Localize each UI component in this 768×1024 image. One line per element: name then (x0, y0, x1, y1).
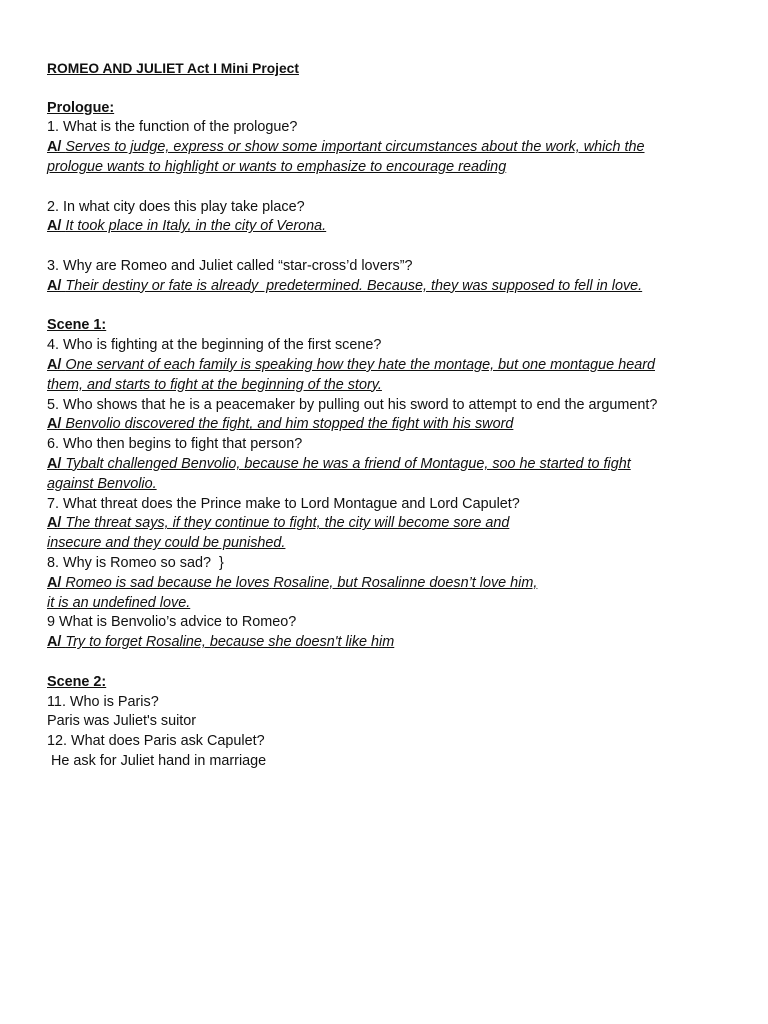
answer-prefix: A/ (47, 634, 62, 651)
answer-2 (47, 217, 747, 237)
answer-prefix: A/ (47, 356, 62, 373)
answer-8-text: Romeo is sad because he loves Rosaline, but Rosalinne doesn’t love him, it is an undefined love. (47, 574, 538, 611)
answer-4 (47, 356, 687, 396)
answer-5-text: Benvolio discovered the fight, and him stopped the fight with his sword (65, 416, 514, 433)
answer-1 (47, 138, 687, 178)
question-12: 12. What does Paris ask Capulet? (47, 733, 265, 750)
answer-2-text: It took place in Italy, in the city of Verona. (65, 218, 327, 235)
question-3: 3. Why are Romeo and Juliet called “star-cross’d lovers”? (47, 257, 413, 274)
answer-prefix: A/ (47, 574, 62, 591)
answer-7-text: The threat says, if they continue to fight, the city will become sore and insecure and they could be punished. (47, 515, 510, 552)
answer-11: Paris was Juliet's suitor (47, 713, 197, 730)
section-heading-prologue: Prologue: (47, 99, 115, 116)
answer-8 (47, 574, 547, 614)
section-heading-scene-1: Scene 1: (47, 317, 107, 334)
question-11: 11. Who is Paris? (47, 693, 159, 710)
answer-3 (47, 277, 747, 297)
document-page (47, 59, 747, 772)
answer-1-text: Serves to judge, express or show some important circumstances about the work, which the prologue wants to highlight or wants to emphasize to encourage reading (47, 139, 645, 175)
question-7: 7. What threat does the Prince make to Lord Montague and Lord Capulet? (47, 495, 520, 512)
spacer (47, 653, 747, 673)
spacer (47, 79, 747, 99)
answer-6-text: Tybalt challenged Benvolio, because he was a friend of Montague, soo he started to fight against Benvolio. (47, 455, 631, 492)
answer-prefix: A/ (47, 277, 62, 294)
question-1: 1. What is the function of the prologue? (47, 119, 298, 136)
answer-7 (47, 514, 547, 554)
answer-6 (47, 455, 677, 495)
question-4: 4. Who is fighting at the beginning of the first scene? (47, 337, 382, 354)
answer-prefix: A/ (47, 515, 62, 532)
answer-prefix: A/ (47, 416, 62, 433)
spacer (47, 178, 747, 198)
answer-3-text: Their destiny or fate is already predetermined. Because, they was supposed to fell in love. (65, 277, 643, 294)
spacer (47, 237, 747, 257)
answer-4-text: One servant of each family is speaking how they hate the montage, but one montague heard them, and starts to fight at the beginning of the story. (47, 356, 655, 393)
question-2: 2. In what city does this play take place? (47, 198, 305, 215)
answer-prefix: A/ (47, 139, 62, 156)
question-6: 6. Who then begins to fight that person? (47, 436, 303, 453)
question-9: 9 What is Benvolio’s advice to Romeo? (47, 614, 297, 631)
section-heading-scene-2: Scene 2: (47, 673, 107, 690)
answer-9-text: Try to forget Rosaline, because she doesn't like him (65, 634, 395, 651)
spacer (47, 297, 747, 317)
question-5: 5. Who shows that he is a peacemaker by pulling out his sword to attempt to end the argument? (47, 396, 658, 413)
answer-prefix: A/ (47, 218, 62, 235)
document-title: ROMEO AND JULIET Act I Mini Project (47, 61, 299, 76)
question-8: 8. Why is Romeo so sad? } (47, 554, 224, 571)
answer-5 (47, 415, 747, 435)
answer-prefix: A/ (47, 455, 62, 472)
answer-12: He ask for Juliet hand in marriage (47, 752, 267, 769)
answer-9 (47, 633, 747, 653)
